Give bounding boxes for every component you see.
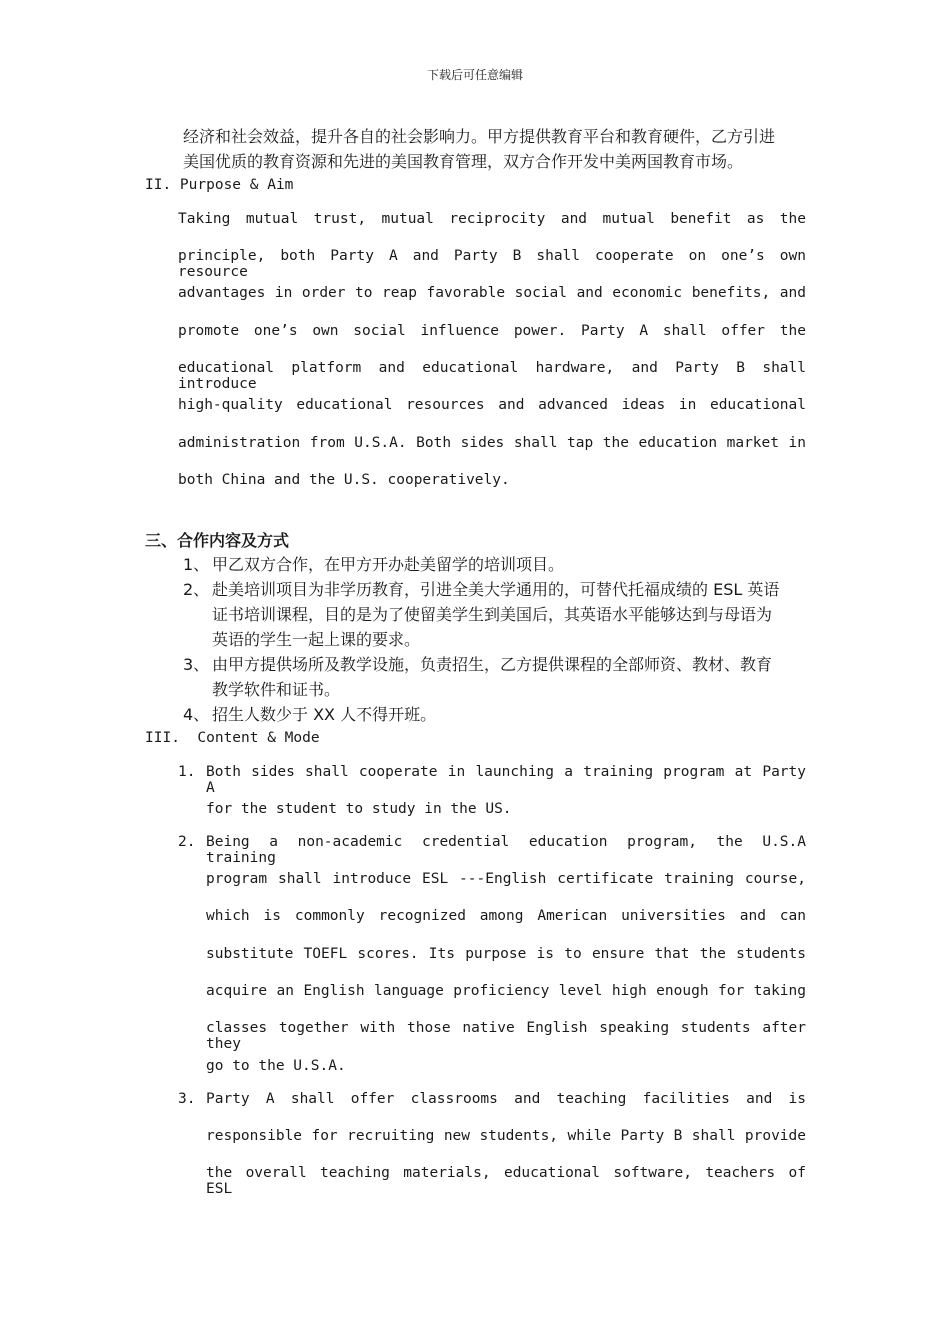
- cn-item-number: 2、: [183, 580, 210, 599]
- cn-item-line: 甲乙双方合作，在甲方开办赴美留学的培训项目。: [212, 555, 565, 574]
- en-item-line: acquire an English language proficiency level high enough for taking: [206, 983, 806, 999]
- cn-item-number: 1、: [183, 555, 210, 574]
- cn-item-line: 教学软件和证书。: [212, 680, 341, 699]
- section-3-cn-heading: 三、合作内容及方式: [145, 531, 290, 550]
- section-2-line: high-quality educational resources and advanced ideas in educational: [178, 397, 806, 413]
- cn-item-line: 证书培训课程，目的是为了使留美学生到美国后，其英语水平能够达到与母语为: [212, 605, 773, 624]
- en-item-line: responsible for recruiting new students, while Party B shall provide: [206, 1128, 806, 1144]
- en-item-line: for the student to study in the US.: [206, 801, 512, 817]
- en-item-number: 2.: [178, 834, 196, 850]
- intro-cn-line-2: 美国优质的教育资源和先进的美国教育管理，双方合作开发中美两国教育市场。: [183, 152, 744, 171]
- page-header: 下载后可任意编辑: [426, 68, 523, 82]
- en-item-line: Party A shall offer classrooms and teaching facilities and is: [206, 1091, 806, 1107]
- section-3-en-heading: III. Content & Mode: [145, 730, 320, 746]
- en-item-line: which is commonly recognized among American universities and can: [206, 908, 806, 924]
- section-2-line: educational platform and educational hardware, and Party B shall introduce: [178, 360, 806, 392]
- section-2-line: advantages in order to reap favorable social and economic benefits, and: [178, 285, 806, 301]
- section-2-line: both China and the U.S. cooperatively.: [178, 472, 510, 488]
- section-2-line: Taking mutual trust, mutual reciprocity and mutual benefit as the: [178, 211, 806, 227]
- cn-item-line: 招生人数少于 XX 人不得开班。: [212, 705, 437, 724]
- en-item-line: Both sides shall cooperate in launching a training program at Party A: [206, 764, 806, 796]
- en-item-number: 1.: [178, 764, 196, 780]
- cn-item-line: 英语的学生一起上课的要求。: [212, 630, 421, 649]
- section-2-line: principle, both Party A and Party B shall cooperate on one’s own resource: [178, 248, 806, 280]
- en-item-line: program shall introduce ESL ---English certificate training course,: [206, 871, 806, 887]
- en-item-line: go to the U.S.A.: [206, 1058, 346, 1074]
- en-item-line: the overall teaching materials, educational software, teachers of ESL: [206, 1165, 806, 1197]
- section-2-line: administration from U.S.A. Both sides shall tap the education market in: [178, 435, 806, 451]
- en-item-number: 3.: [178, 1091, 196, 1107]
- intro-cn-line-1: 经济和社会效益，提升各自的社会影响力。甲方提供教育平台和教育硬件，乙方引进: [183, 127, 776, 146]
- cn-item-number: 4、: [183, 705, 210, 724]
- en-item-line: substitute TOEFL scores. Its purpose is to ensure that the students: [206, 946, 806, 962]
- section-2-line: promote one’s own social influence power. Party A shall offer the: [178, 323, 806, 339]
- cn-item-line: 由甲方提供场所及教学设施，负责招生，乙方提供课程的全部师资、教材、教育: [212, 655, 773, 674]
- cn-item-line: 赴美培训项目为非学历教育，引进全美大学通用的，可替代托福成绩的 ESL 英语: [212, 580, 780, 599]
- en-item-line: Being a non-academic credential education program, the U.S.A training: [206, 834, 806, 866]
- cn-item-number: 3、: [183, 655, 210, 674]
- en-item-line: classes together with those native English speaking students after they: [206, 1020, 806, 1052]
- section-2-heading: II. Purpose & Aim: [145, 177, 294, 193]
